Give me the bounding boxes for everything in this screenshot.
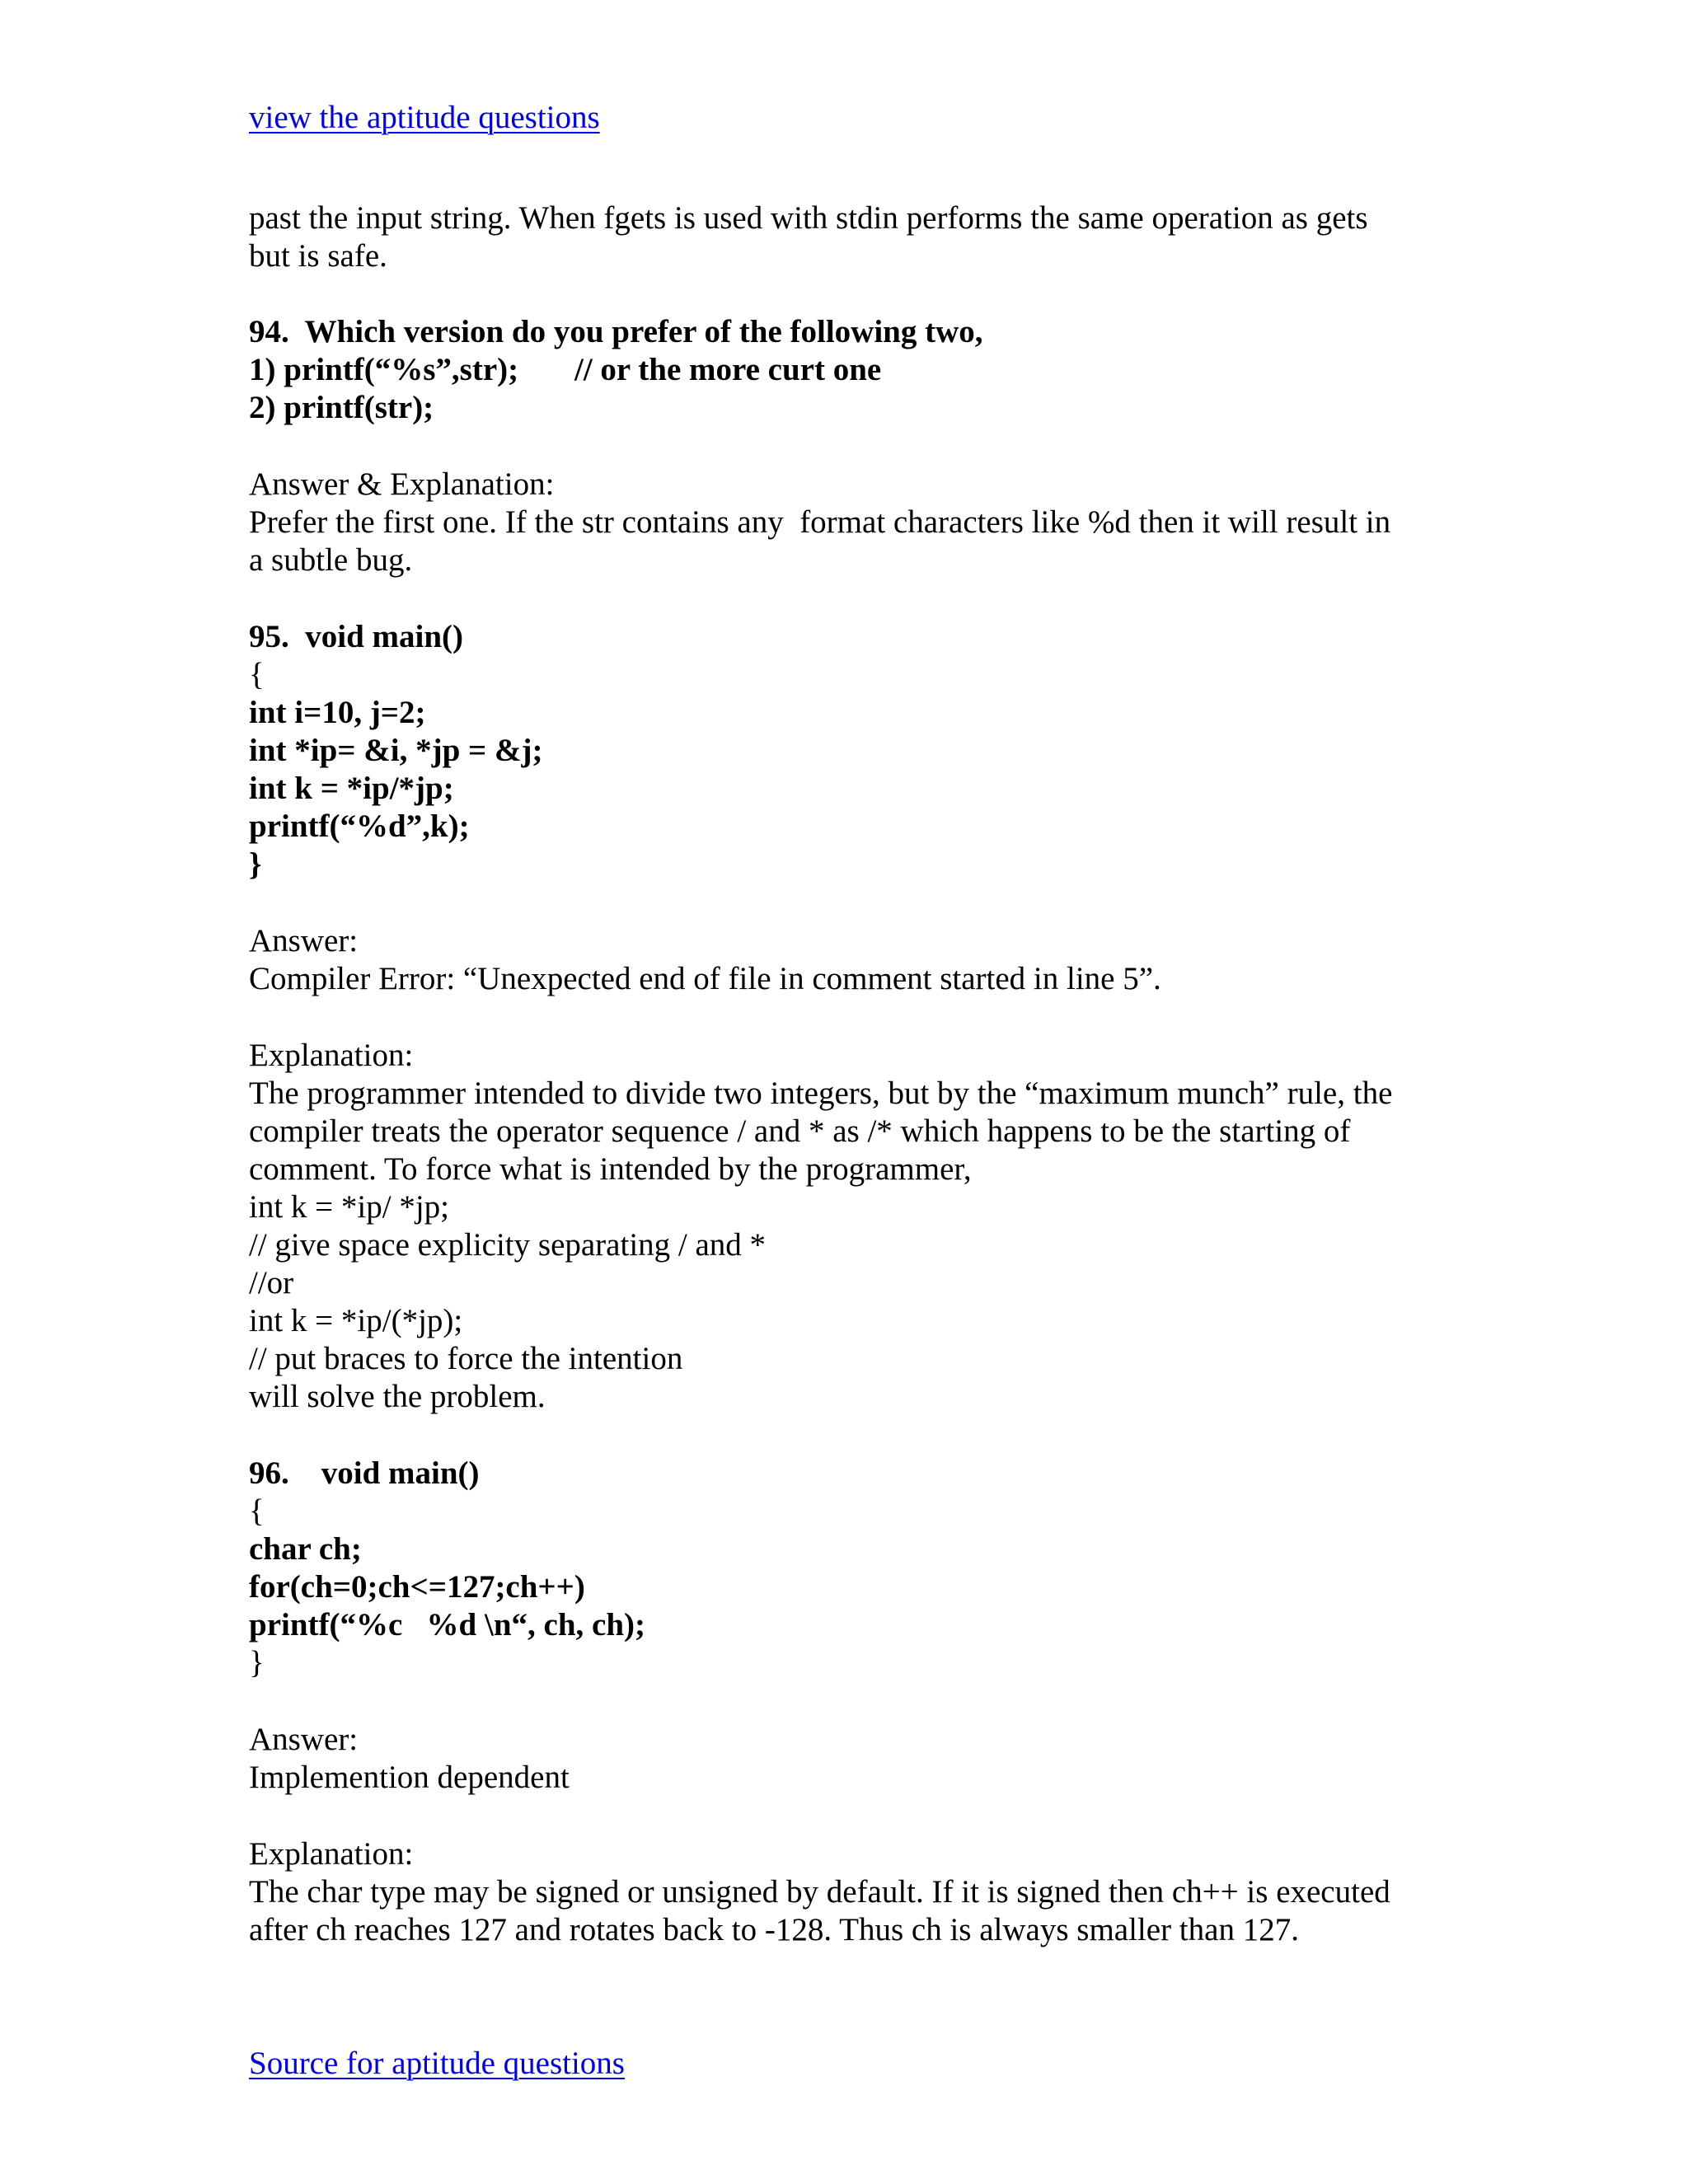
q95-explanation-line: // put braces to force the intention [249, 1341, 683, 1376]
q95-code-line: int k = *ip/*jp; [249, 771, 454, 806]
intro-line-1: past the input string. When fgets is used with stdin performs the same operation as gets [249, 200, 1368, 236]
q96-answer: Implemention dependent [249, 1760, 570, 1795]
q94-title: 94. Which version do you prefer of the following two, [249, 314, 983, 349]
q95-answer-label: Answer: [249, 923, 359, 958]
q95-explanation-line: The programmer intended to divide two integers, but by the “maximum munch” rule, the [249, 1076, 1393, 1111]
q94-option-1: 1) printf(“%s”,str); [249, 352, 519, 387]
q95-answer: Compiler Error: “Unexpected end of file in comment started in line 5”. [249, 961, 1161, 996]
q96-explanation-label: Explanation: [249, 1836, 414, 1872]
q95-code-line: printf(“%d”,k); [249, 808, 470, 844]
q96-code-line: printf(“%c %d \n“, ch, ch); [249, 1607, 645, 1643]
q96-code-line: for(ch=0;ch<=127;ch++) [249, 1569, 585, 1605]
q95-title: 95. void main() [249, 619, 464, 654]
q94-answer-label: Answer & Explanation: [249, 466, 555, 502]
q95-code-close-brace: } [249, 846, 262, 882]
q96-explanation-line: after ch reaches 127 and rotates back to -128. Thus ch is always smaller than 127. [249, 1912, 1299, 1947]
q94-option-2: 2) printf(str); [249, 390, 434, 425]
q96-code-open-brace: { [249, 1493, 265, 1529]
q95-explanation-line: compiler treats the operator sequence / and * as /* which happens to be the starting of [249, 1113, 1351, 1149]
q95-explanation-line: comment. To force what is intended by the programmer, [249, 1151, 972, 1187]
q95-explanation-line: // give space explicity separating / and * [249, 1227, 767, 1263]
q95-explanation-line: int k = *ip/(*jp); [249, 1303, 463, 1338]
view-aptitude-questions-link[interactable]: view the aptitude questions [249, 100, 600, 135]
q94-answer-line-2: a subtle bug. [249, 542, 413, 578]
q95-code-open-brace: { [249, 657, 265, 692]
q96-explanation-line: The char type may be signed or unsigned by default. If it is signed then ch++ is executed [249, 1874, 1390, 1910]
q95-explanation-label: Explanation: [249, 1038, 414, 1073]
q94-answer-line-1: Prefer the first one. If the str contains any format characters like %d then it will result in [249, 504, 1391, 540]
q95-explanation-line: int k = *ip/ *jp; [249, 1189, 450, 1225]
q95-code-line: int i=10, j=2; [249, 695, 426, 730]
q96-title: 96. void main() [249, 1455, 480, 1491]
q95-explanation-line: will solve the problem. [249, 1379, 546, 1414]
q96-code-close-brace: } [249, 1645, 265, 1680]
q95-code-line: int *ip= &i, *jp = &j; [249, 733, 543, 768]
q95-explanation-line: //or [249, 1265, 294, 1301]
intro-line-2: but is safe. [249, 238, 387, 274]
q96-answer-label: Answer: [249, 1722, 359, 1757]
q96-code-line: char ch; [249, 1531, 362, 1567]
q94-option-1-comment: // or the more curt one [574, 352, 882, 387]
source-aptitude-questions-link[interactable]: Source for aptitude questions [249, 2046, 625, 2081]
